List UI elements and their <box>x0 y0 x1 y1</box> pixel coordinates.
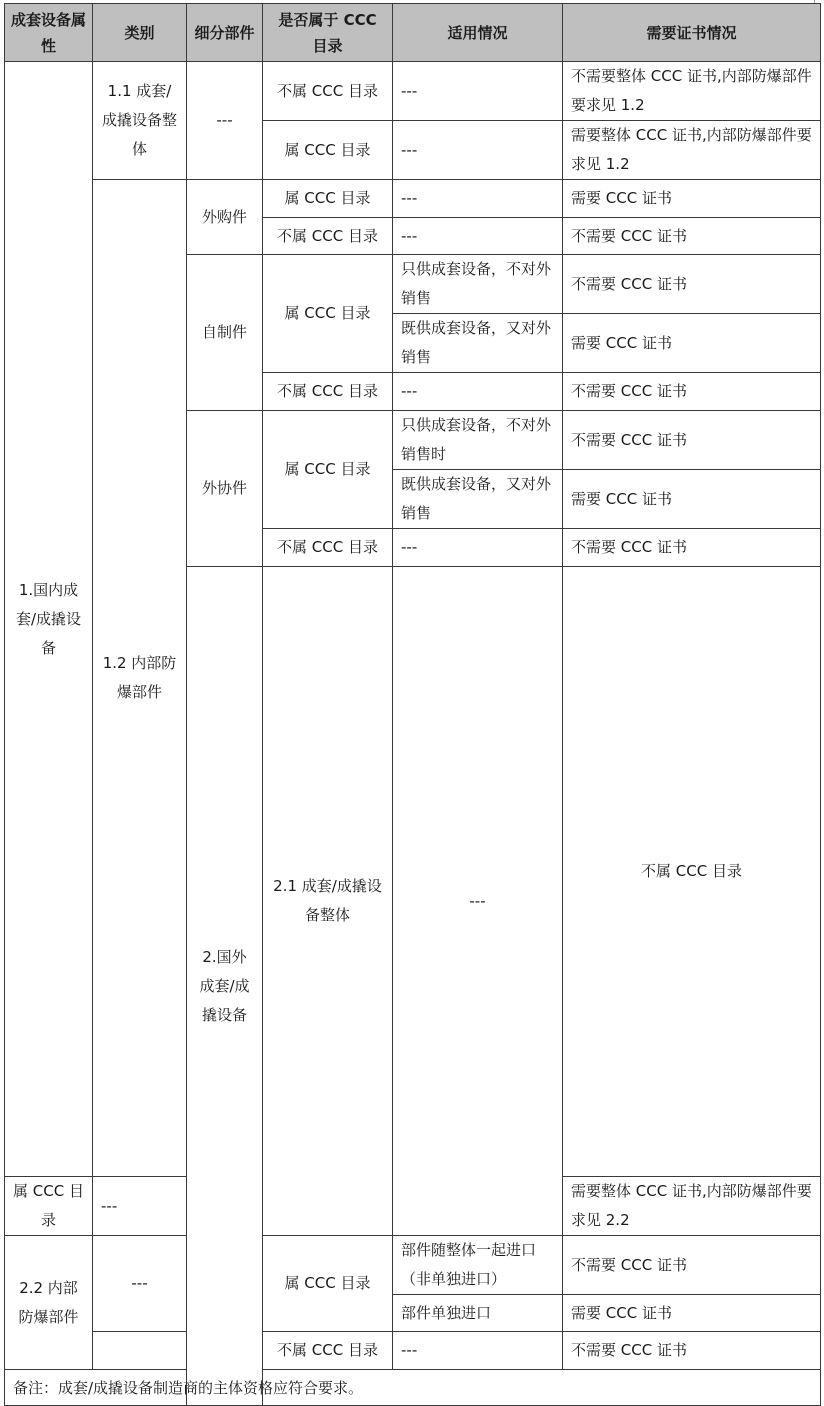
table-row <box>5 1236 821 1295</box>
ccc-cell: 属 CCC 目录 <box>263 255 393 373</box>
applicable-cell: 既供成套设备，又对外销售 <box>393 470 563 529</box>
note-text: 备注：成套/成撬设备制造商的主体资格应符合要求。 <box>5 1370 821 1406</box>
cert-cell: 不需要 CCC 证书 <box>563 1236 821 1295</box>
cert-cell: 需要 CCC 证书 <box>563 470 821 529</box>
cert-cell: 需要 CCC 证书 <box>563 180 821 218</box>
ccc-cell: 不属 CCC 目录 <box>263 62 393 121</box>
applicable-cell: --- <box>393 180 563 218</box>
header-attribute: 成套设备属性 <box>5 4 93 62</box>
cert-cell: 不需要 CCC 证书 <box>563 529 821 567</box>
ccc-cell: 属 CCC 目录 <box>263 411 393 529</box>
purchased-subpart: 外购件 <box>187 180 263 255</box>
cert-cell: 需要整体 CCC 证书,内部防爆部件要求见 2.2 <box>563 1177 821 1236</box>
domestic-attribute: 1.国内成套/成撬设备 <box>5 62 93 1177</box>
ccc-cell: 属 CCC 目录 <box>5 1177 93 1236</box>
ccc-cell: 不属 CCC 目录 <box>263 529 393 567</box>
ccc-cell: 不属 CCC 目录 <box>263 1332 393 1370</box>
cert-cell: 不需要整体 CCC 证书,内部防爆部件要求见 1.2 <box>563 62 821 121</box>
applicable-cell: --- <box>393 218 563 255</box>
foreign-attribute: 2.国外成套/成撬设备 <box>187 567 263 1406</box>
note-row <box>5 1370 821 1406</box>
header-ccc: 是否属于 CCC 目录 <box>263 4 393 62</box>
cert-cell: 需要整体 CCC 证书,内部防爆部件要求见 1.2 <box>563 121 821 180</box>
foreign-internal-category: 2.2 内部防爆部件 <box>5 1236 93 1370</box>
cert-cell: 需要 CCC 证书 <box>563 314 821 373</box>
cert-cell: 不需要 CCC 证书 <box>563 373 821 411</box>
header-cert: 需要证书情况 <box>563 4 821 62</box>
domestic-whole-subpart: --- <box>187 62 263 180</box>
foreign-internal-subpart: --- <box>93 1236 187 1332</box>
applicable-cell: --- <box>393 1332 563 1370</box>
table-row <box>5 1332 821 1370</box>
ccc-requirements-table <box>4 3 821 1406</box>
ccc-cell: 不属 CCC 目录 <box>563 567 821 1177</box>
header-category: 类别 <box>93 4 187 62</box>
foreign-whole-subpart: --- <box>393 567 563 1236</box>
ccc-cell: 不属 CCC 目录 <box>263 373 393 411</box>
domestic-whole-category: 1.1 成套/成撬设备整体 <box>93 62 187 180</box>
ccc-cell: 属 CCC 目录 <box>263 180 393 218</box>
foreign-whole-category: 2.1 成套/成撬设备整体 <box>263 567 393 1236</box>
applicable-cell: --- <box>93 1177 187 1236</box>
applicable-cell: --- <box>393 62 563 121</box>
applicable-cell: 既供成套设备，又对外销售 <box>393 314 563 373</box>
outsourced-subpart: 外协件 <box>187 411 263 567</box>
applicable-cell: 部件单独进口 <box>393 1295 563 1332</box>
cert-cell: 需要 CCC 证书 <box>563 1295 821 1332</box>
applicable-cell: 只供成套设备，不对外销售 <box>393 255 563 314</box>
applicable-cell: 部件随整体一起进口（非单独进口） <box>393 1236 563 1295</box>
table-row <box>5 180 821 218</box>
selfmade-subpart: 自制件 <box>187 255 263 411</box>
cert-cell: 不需要 CCC 证书 <box>563 218 821 255</box>
ccc-cell: 属 CCC 目录 <box>263 1236 393 1332</box>
applicable-cell: --- <box>393 373 563 411</box>
cert-cell: 不需要 CCC 证书 <box>563 1332 821 1370</box>
cert-cell: 不需要 CCC 证书 <box>563 411 821 470</box>
cert-cell: 不需要 CCC 证书 <box>563 255 821 314</box>
header-row <box>5 4 821 62</box>
foreign-internal-subpart-empty <box>93 1332 187 1370</box>
applicable-cell: --- <box>393 529 563 567</box>
applicable-cell: --- <box>393 121 563 180</box>
header-applicable: 适用情况 <box>393 4 563 62</box>
ccc-cell: 属 CCC 目录 <box>263 121 393 180</box>
table-row <box>5 62 821 121</box>
ccc-cell: 不属 CCC 目录 <box>263 218 393 255</box>
applicable-cell: 只供成套设备，不对外销售时 <box>393 411 563 470</box>
domestic-internal-category: 1.2 内部防爆部件 <box>93 180 187 1177</box>
header-subpart: 细分部件 <box>187 4 263 62</box>
